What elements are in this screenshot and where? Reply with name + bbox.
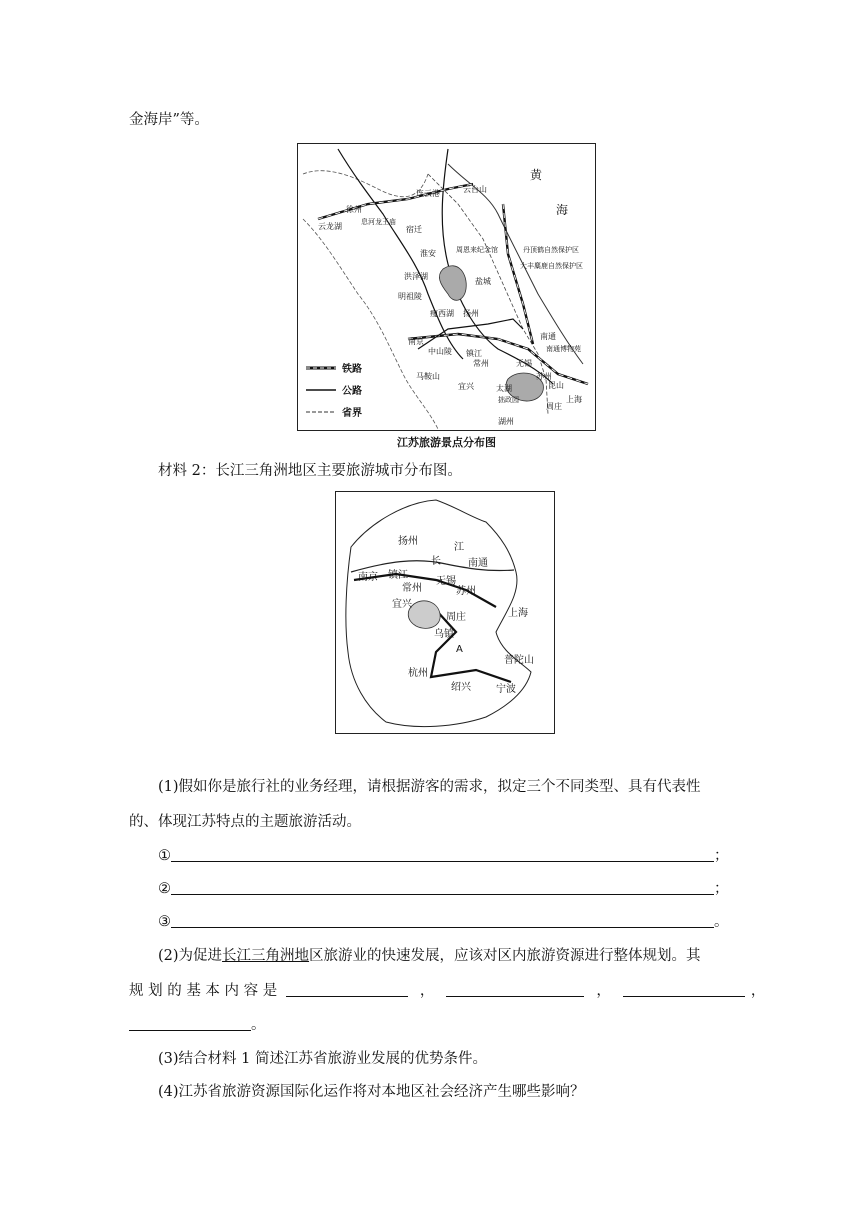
- answer-end-1: ；: [714, 848, 729, 864]
- place-label: 无锡: [436, 576, 456, 587]
- answer-line-1[interactable]: [158, 846, 729, 866]
- q2-blank-2[interactable]: [446, 982, 584, 997]
- yangtze-map-graphic: [336, 492, 554, 733]
- place-label: 马鞍山: [416, 372, 440, 381]
- place-label: 苏州: [536, 372, 552, 381]
- q2-end: 。: [251, 1017, 266, 1033]
- place-label: 徐州: [346, 205, 362, 214]
- place-label: 宿迁: [406, 225, 422, 234]
- place-label: 杭州: [408, 668, 428, 679]
- place-label: 扬州: [463, 309, 479, 318]
- tai-lake: [408, 601, 440, 629]
- q1-line2: 的、体现江苏特点的主题旅游活动。: [129, 814, 361, 830]
- q2-line2: [129, 981, 765, 1001]
- place-label: 上海: [508, 608, 528, 619]
- place-label: 息河龙王庙: [361, 218, 396, 226]
- place-label: 南京: [408, 337, 424, 346]
- answer-blank-3[interactable]: [171, 913, 714, 928]
- place-label: 湖州: [498, 417, 514, 426]
- answer-mark-3: ③: [158, 914, 171, 930]
- place-label: 宁波: [496, 684, 516, 695]
- railway: [318, 184, 473, 219]
- place-label: 常州: [402, 583, 422, 594]
- place-label: 太湖: [496, 384, 512, 393]
- q2-sep-3: ，: [750, 983, 766, 999]
- intro-text-tail: 金海岸”等。: [129, 112, 209, 128]
- province-border-west: [303, 219, 438, 429]
- place-label: 上海: [566, 395, 582, 404]
- railway: [503, 204, 533, 344]
- place-label: 长: [431, 556, 441, 567]
- legend-rail-label: 铁路: [342, 364, 362, 375]
- answer-end-2: ；: [714, 881, 729, 897]
- jiangsu-tourism-map: [297, 143, 596, 431]
- material2-title: 材料 2：长江三角洲地区主要旅游城市分布图。: [158, 463, 462, 479]
- place-label: 绍兴: [451, 682, 471, 693]
- railway: [431, 610, 511, 682]
- q2-blank-3[interactable]: [623, 982, 745, 997]
- yangtze-delta-map: [335, 491, 555, 734]
- place-label: 淮安: [420, 249, 436, 258]
- road: [418, 319, 523, 349]
- q2-line1: [158, 946, 701, 966]
- q2-rest: 区旅游业的快速发展，应该对区内旅游资源进行整体规划。其: [309, 948, 701, 964]
- legend-border-label: 省界: [342, 408, 362, 419]
- answer-blank-1[interactable]: [171, 847, 714, 862]
- place-label: 洪泽湖: [404, 272, 428, 281]
- place-label: 镇江: [388, 570, 408, 581]
- place-label: 丹顶鹤自然保护区: [523, 246, 579, 254]
- place-label: 瘦西湖: [430, 309, 454, 318]
- place-label: 周恩来纪念馆: [456, 246, 498, 254]
- place-label: 乌镇: [434, 629, 454, 640]
- jiangsu-map-graphic: [298, 144, 595, 430]
- place-label: 普陀山: [504, 655, 534, 666]
- place-label: 南京: [358, 572, 378, 583]
- q2-blank-4[interactable]: [129, 1016, 251, 1031]
- place-label: 苏州: [456, 586, 476, 597]
- q2-line3: [129, 1015, 266, 1035]
- place-label: 拙政园: [498, 396, 519, 404]
- place-label: 宜兴: [458, 382, 474, 391]
- place-label: A: [456, 644, 463, 655]
- place-label: 南通: [540, 332, 556, 341]
- place-label: 镇江: [466, 349, 482, 358]
- answer-blank-2[interactable]: [171, 880, 714, 895]
- place-label: 江: [454, 542, 464, 553]
- hongze-lake: [439, 266, 466, 301]
- sea-label-1: 黄: [530, 168, 543, 182]
- answer-mark-1: ①: [158, 848, 171, 864]
- q2-sep-1: ，: [419, 983, 435, 999]
- place-label: 周庄: [546, 402, 562, 411]
- q2-underlined: 长江三角洲地: [222, 948, 310, 964]
- place-label: 连云港: [416, 189, 440, 198]
- place-label: 宜兴: [392, 599, 412, 610]
- q2-prefix: (2)为促进: [158, 948, 223, 964]
- answer-line-3[interactable]: [158, 912, 729, 932]
- answer-line-2[interactable]: [158, 879, 729, 899]
- answer-end-3: 。: [714, 914, 729, 930]
- legend-road-label: 公路: [342, 386, 362, 397]
- q1-line1: (1)假如你是旅行社的业务经理，请根据游客的需求，拟定三个不同类型、具有代表性: [158, 779, 701, 795]
- place-label: 明祖陵: [398, 292, 422, 301]
- q2-sep-2: ，: [596, 983, 611, 999]
- q2-line2-text: 规 划 的 基 本 内 容 是: [129, 983, 278, 999]
- q2-blank-1[interactable]: [286, 982, 408, 997]
- sea-label-2: 海: [556, 203, 569, 217]
- place-label: 云龙湖: [318, 222, 342, 231]
- answer-mark-2: ②: [158, 881, 171, 897]
- place-label: 南通: [468, 558, 488, 569]
- place-label: 无锡: [516, 359, 532, 368]
- place-label: 大丰麋鹿自然保护区: [520, 262, 583, 270]
- place-label: 扬州: [398, 536, 418, 547]
- place-label: 周庄: [446, 612, 466, 623]
- place-label: 中山陵: [428, 347, 452, 356]
- place-label: 盐城: [475, 277, 491, 286]
- q4: (4)江苏省旅游资源国际化运作将对本地区社会经济产生哪些影响？: [158, 1084, 585, 1100]
- place-label: 昆山: [548, 381, 564, 390]
- place-label: 常州: [473, 359, 489, 368]
- place-label: 南通博物苑: [546, 345, 581, 353]
- place-label: 云台山: [463, 185, 487, 194]
- q3: (3)结合材料 1 简述江苏省旅游业发展的优势条件。: [158, 1051, 487, 1067]
- map1-caption: 江苏旅游景点分布图: [397, 436, 496, 449]
- province-border-north: [303, 171, 428, 197]
